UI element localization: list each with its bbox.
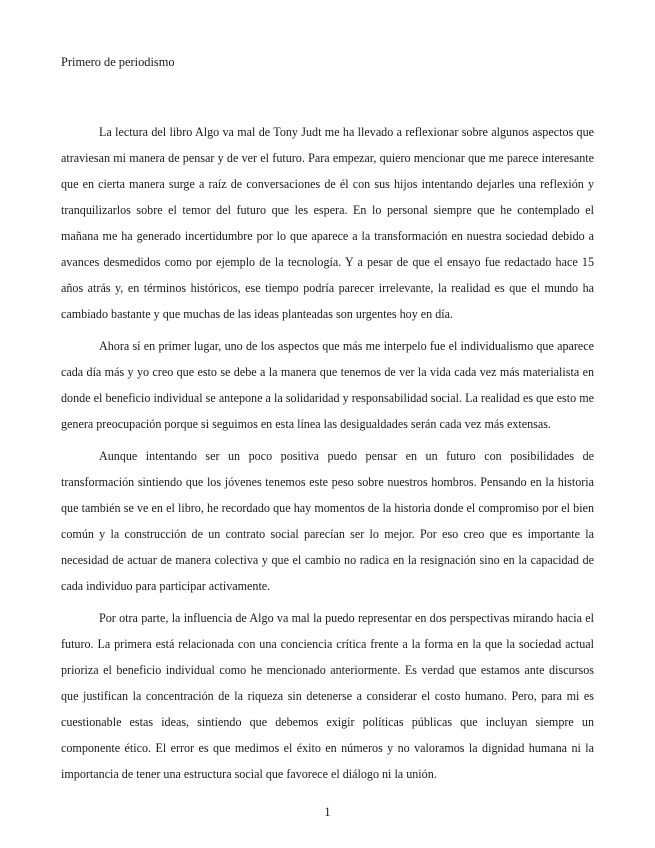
paragraph-3: Aunque intentando ser un poco positiva puedo pensar en un futuro con posibilidades de transformación sintiendo que los jóvenes tenemos este peso sobre nuestros hombros. Pensando en la historia que también se ve en el libro, he recordado que hay momentos de la historia donde el compromiso por el bien común y la construcción de un contrato social parecían ser lo mejor. Por eso creo que es importante la necesidad de actuar de manera colectiva y que el cambio no radica en la resignación sino en la capacidad de cada individuo para participar activamente. [61, 449, 594, 593]
page-number: 1 [324, 805, 331, 819]
paragraph-4: Por otra parte, la influencia de Algo va mal la puedo representar en dos perspectivas mirando hacia el futuro. La primera está relacionada con una conciencia crítica frente a la forma en la que la sociedad actual prioriza el beneficio individual como he mencionado anteriormente. Es verdad que estamos ante discursos que justifican la concentración de la riqueza sin detenerse a considerar el costo humano. Pero, para mi es cuestionable estas ideas, sintiendo que debemos exigir políticas públicas que incluyan siempre un componente ético. El error es que medimos el éxito en números y no valoramos la dignidad humana ni la importancia de tener una estructura social que favorece el diálogo ni la unión. [61, 611, 594, 781]
paragraph-1: La lectura del libro Algo va mal de Tony Judt me ha llevado a reflexionar sobre algunos aspectos que atraviesan mi manera de pensar y de ver el futuro. Para empezar, quiero mencionar que me parece interesante que en cierta manera surge a raíz de conversaciones de él con sus hijos intentando dejarles una reflexión y tranquilizarlos sobre el temor del futuro que les espera. En lo personal siempre que he contemplado el mañana me ha generado incertidumbre por lo que aparece a la transformación en nuestra sociedad debido a avances desmedidos como por ejemplo de la tecnología. Y a pesar de que el ensayo fue redactado hace 15 años atrás y, en términos históricos, ese tiempo podría parecer irrelevante, la realidad es que el mundo ha cambiado bastante y que muchas de las ideas planteadas son urgentes hoy en día. [61, 125, 594, 321]
document-heading: Primero de periodismo [61, 55, 175, 69]
document-body [61, 119, 594, 793]
paragraph-2: Ahora sí en primer lugar, uno de los aspectos que más me interpelo fue el individualismo que aparece cada día más y yo creo que esto se debe a la manera que tenemos de ver la vida cada vez más materialista en donde el beneficio individual se antepone a la solidaridad y responsabilidad social. La realidad es que esto me genera preocupación porque si seguimos en esta línea las desigualdades serán cada vez más extensas. [61, 339, 594, 431]
